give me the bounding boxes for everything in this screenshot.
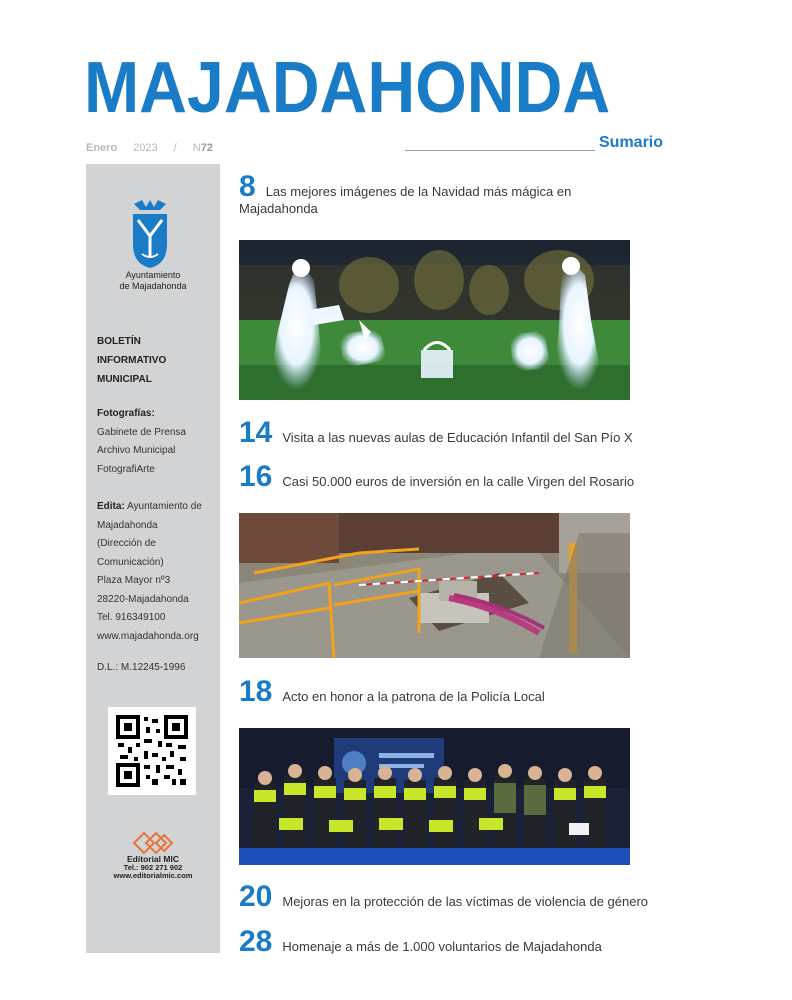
- issue-info: [86, 142, 213, 154]
- toc-item-18[interactable]: [239, 677, 545, 707]
- toc-item-8[interactable]: [239, 172, 571, 218]
- toc-page-number: 20: [239, 880, 273, 913]
- toc-item-14[interactable]: [239, 418, 633, 448]
- toc-title: Mejoras en la protección de las víctimas de violencia de género: [282, 894, 649, 909]
- issue-number: N72: [192, 142, 213, 154]
- toc-title: Las mejores imágenes de la Navidad más mágica en: [265, 184, 572, 199]
- toc-page-number: 8: [239, 170, 256, 203]
- toc-page-number: 28: [239, 925, 273, 958]
- toc-title: Acto en honor a la patrona de la Policía Local: [282, 689, 545, 704]
- toc-item-16[interactable]: [239, 462, 634, 492]
- toc-title: Visita a las nuevas aulas de Educación Infantil del San Pío X: [282, 430, 633, 445]
- header-rule: [405, 150, 595, 151]
- town-crest-icon: [130, 198, 170, 270]
- police-ceremony-photo: [239, 728, 630, 865]
- toc-item-28[interactable]: [239, 927, 602, 957]
- toc-title: Casi 50.000 euros de inversión en la calle Virgen del Rosario: [282, 474, 635, 489]
- legal-deposit: D.L.: M.12245-1996: [97, 662, 186, 673]
- sidebar: [86, 164, 220, 953]
- toc-item-20[interactable]: [239, 882, 648, 912]
- section-title: Sumario: [599, 134, 664, 151]
- toc-title: Homenaje a más de 1.000 voluntarios de Majadahonda: [282, 939, 602, 954]
- toc-page-number: 16: [239, 460, 273, 493]
- masthead-title: MAJADAHONDA: [84, 48, 611, 128]
- issue-month: Enero: [86, 142, 118, 154]
- toc-title-continued: Majadahonda: [239, 201, 318, 216]
- crest-caption: Ayuntamiento de Majadahonda: [119, 270, 187, 291]
- publisher-credit: Editorial MIC Tel.: 902 271 902 www.editorialmic.com: [113, 854, 193, 880]
- bulletin-label: BOLETÍN INFORMATIVO MUNICIPAL: [97, 336, 167, 385]
- nativity-lights-photo: [239, 240, 630, 400]
- issue-year: 2023: [133, 142, 158, 154]
- publisher-info: Edita: Ayuntamiento de Majadahonda (Dirección de Comunicación) Plaza Mayor nº3 28220-Majadahonda Tel. 916349100 www.majadahonda.org: [97, 501, 202, 642]
- qr-code-icon[interactable]: [108, 707, 196, 795]
- toc-page-number: 18: [239, 675, 273, 708]
- photo-credits: Fotografías: Gabinete de Prensa Archivo Municipal FotografiArte: [97, 408, 186, 475]
- street-works-photo: [239, 513, 630, 658]
- editorial-mic-logo-icon: [130, 829, 176, 855]
- issue-separator: /: [173, 142, 177, 154]
- toc-page-number: 14: [239, 416, 273, 449]
